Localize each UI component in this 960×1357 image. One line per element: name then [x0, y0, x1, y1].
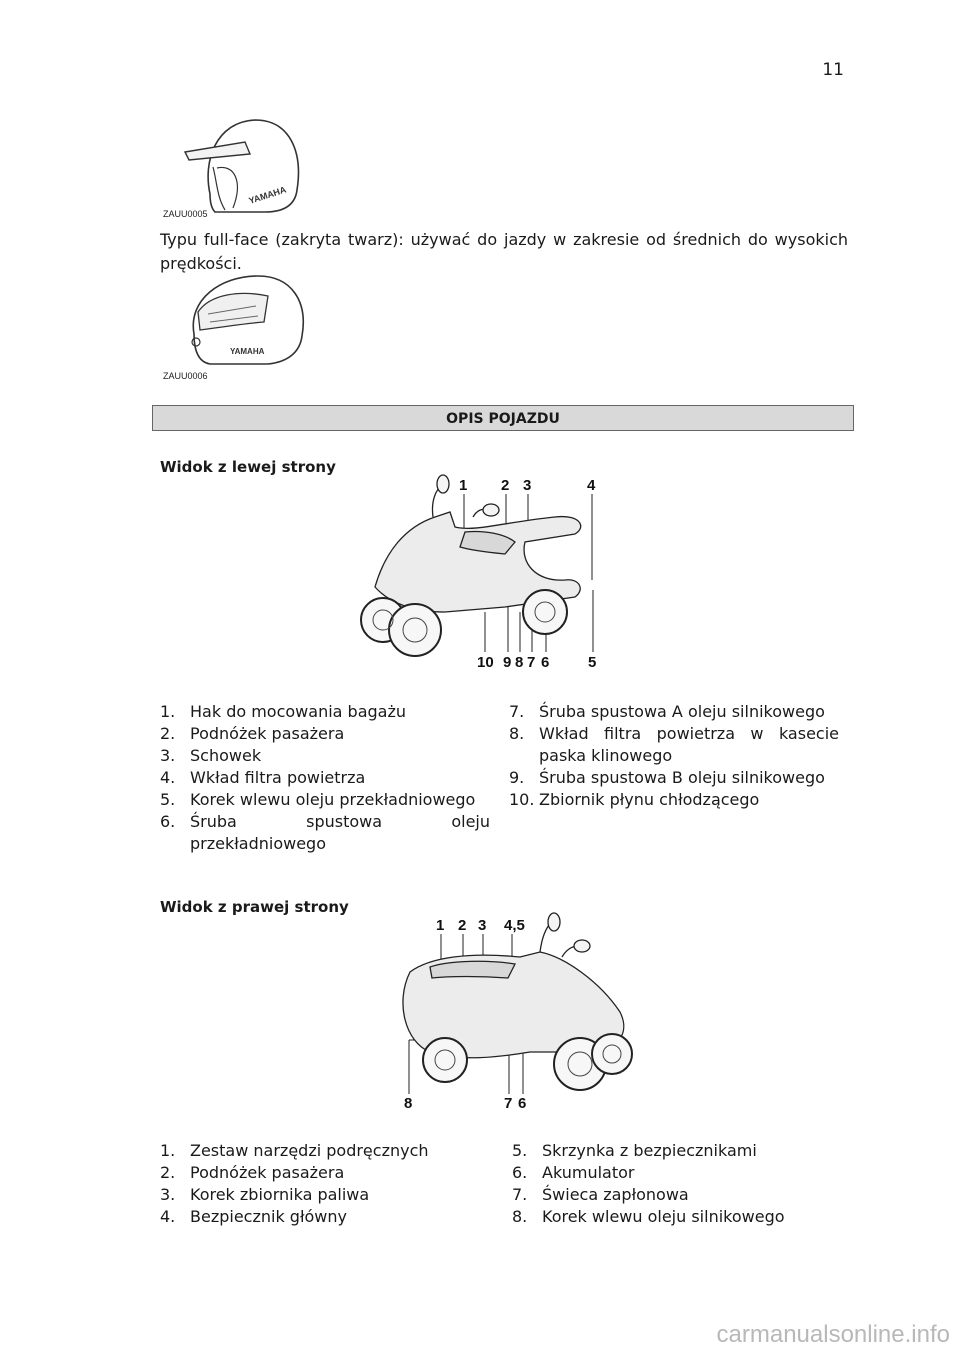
list-item: 1. Hak do mocowania bagażu: [160, 702, 407, 721]
list-item: 6. Śruba spustowa oleju przekładniowego: [160, 812, 490, 853]
list-item: 7. Świeca zapłonowa: [512, 1185, 689, 1204]
page-number: 11: [822, 60, 844, 80]
callout-label: 1: [436, 917, 445, 934]
list-item: 5. Skrzynka z bezpiecznikami: [512, 1141, 757, 1160]
watermark: carmanualsonline.info: [716, 1321, 950, 1348]
callout-label: 3: [478, 917, 487, 934]
right-view-heading: Widok z prawej strony: [160, 898, 349, 916]
callout-label: 2: [501, 477, 510, 494]
callout-label: 5: [588, 654, 597, 671]
callout-label: 1: [459, 477, 468, 494]
callout-label: 7: [527, 654, 536, 671]
list-item: 8. Wkład filtra powietrza w kasecie paska klinowego: [509, 724, 839, 765]
callout-label: 8: [515, 654, 524, 671]
list-item: 6. Akumulator: [512, 1163, 635, 1182]
list-item: 7. Śruba spustowa A oleju silnikowego: [509, 702, 825, 721]
scooter-right-view-figure: [390, 912, 640, 1112]
full-face-helmet-icon: [180, 272, 310, 372]
callout-label: 10: [477, 654, 494, 671]
callout-label: 7: [504, 1095, 513, 1112]
list-item: 5. Korek wlewu oleju przekładniowego: [160, 790, 476, 809]
callout-label: 2: [458, 917, 467, 934]
right-view-list-col1: [160, 1140, 500, 1228]
callout-label: 6: [541, 654, 550, 671]
open-face-helmet-icon: [155, 112, 305, 222]
helmet-brand-logo: YAMAHA: [247, 184, 288, 206]
list-item: 2. Podnóżek pasażera: [160, 724, 345, 743]
scooter-left-view-figure: [355, 472, 615, 672]
scooter-right-side-icon: [390, 912, 640, 1112]
open-face-helmet-figure: [155, 112, 305, 222]
list-item: 4. Wkład filtra powietrza: [160, 768, 366, 787]
helmet-brand-logo: YAMAHA: [230, 347, 265, 356]
left-view-list-col2: [509, 701, 839, 811]
list-item: 8. Korek wlewu oleju silnikowego: [512, 1207, 785, 1226]
figure-code: ZAUU0006: [163, 371, 208, 381]
callout-label: 3: [523, 477, 532, 494]
list-item: 3. Korek zbiornika paliwa: [160, 1185, 370, 1204]
fullface-description: Typu full-face (zakryta twarz): używać do jazdy w zakresie od średnich do wysokich prędkości.: [160, 230, 848, 273]
list-item: 2. Podnóżek pasażera: [160, 1163, 345, 1182]
callout-label: 4,5: [504, 917, 525, 934]
figure-code: ZAUU0005: [163, 209, 208, 219]
full-face-helmet-figure: [180, 272, 310, 372]
scooter-left-side-icon: [355, 472, 615, 672]
list-item: 10. Zbiornik płynu chłodzącego: [509, 790, 760, 809]
list-item: 1. Zestaw narzędzi podręcznych: [160, 1141, 429, 1160]
callout-label: 6: [518, 1095, 527, 1112]
callout-label: 4: [587, 477, 596, 494]
list-item: 3. Schowek: [160, 746, 262, 765]
right-view-list-col2: [512, 1140, 852, 1228]
left-view-list-col1: [160, 701, 490, 855]
section-title-bar: OPIS POJAZDU: [152, 405, 854, 431]
list-item: 9. Śruba spustowa B oleju silnikowego: [509, 768, 825, 787]
callout-label: 8: [404, 1095, 413, 1112]
callout-label: 9: [503, 654, 512, 671]
list-item: 4. Bezpiecznik główny: [160, 1207, 347, 1226]
left-view-heading: Widok z lewej strony: [160, 458, 336, 476]
